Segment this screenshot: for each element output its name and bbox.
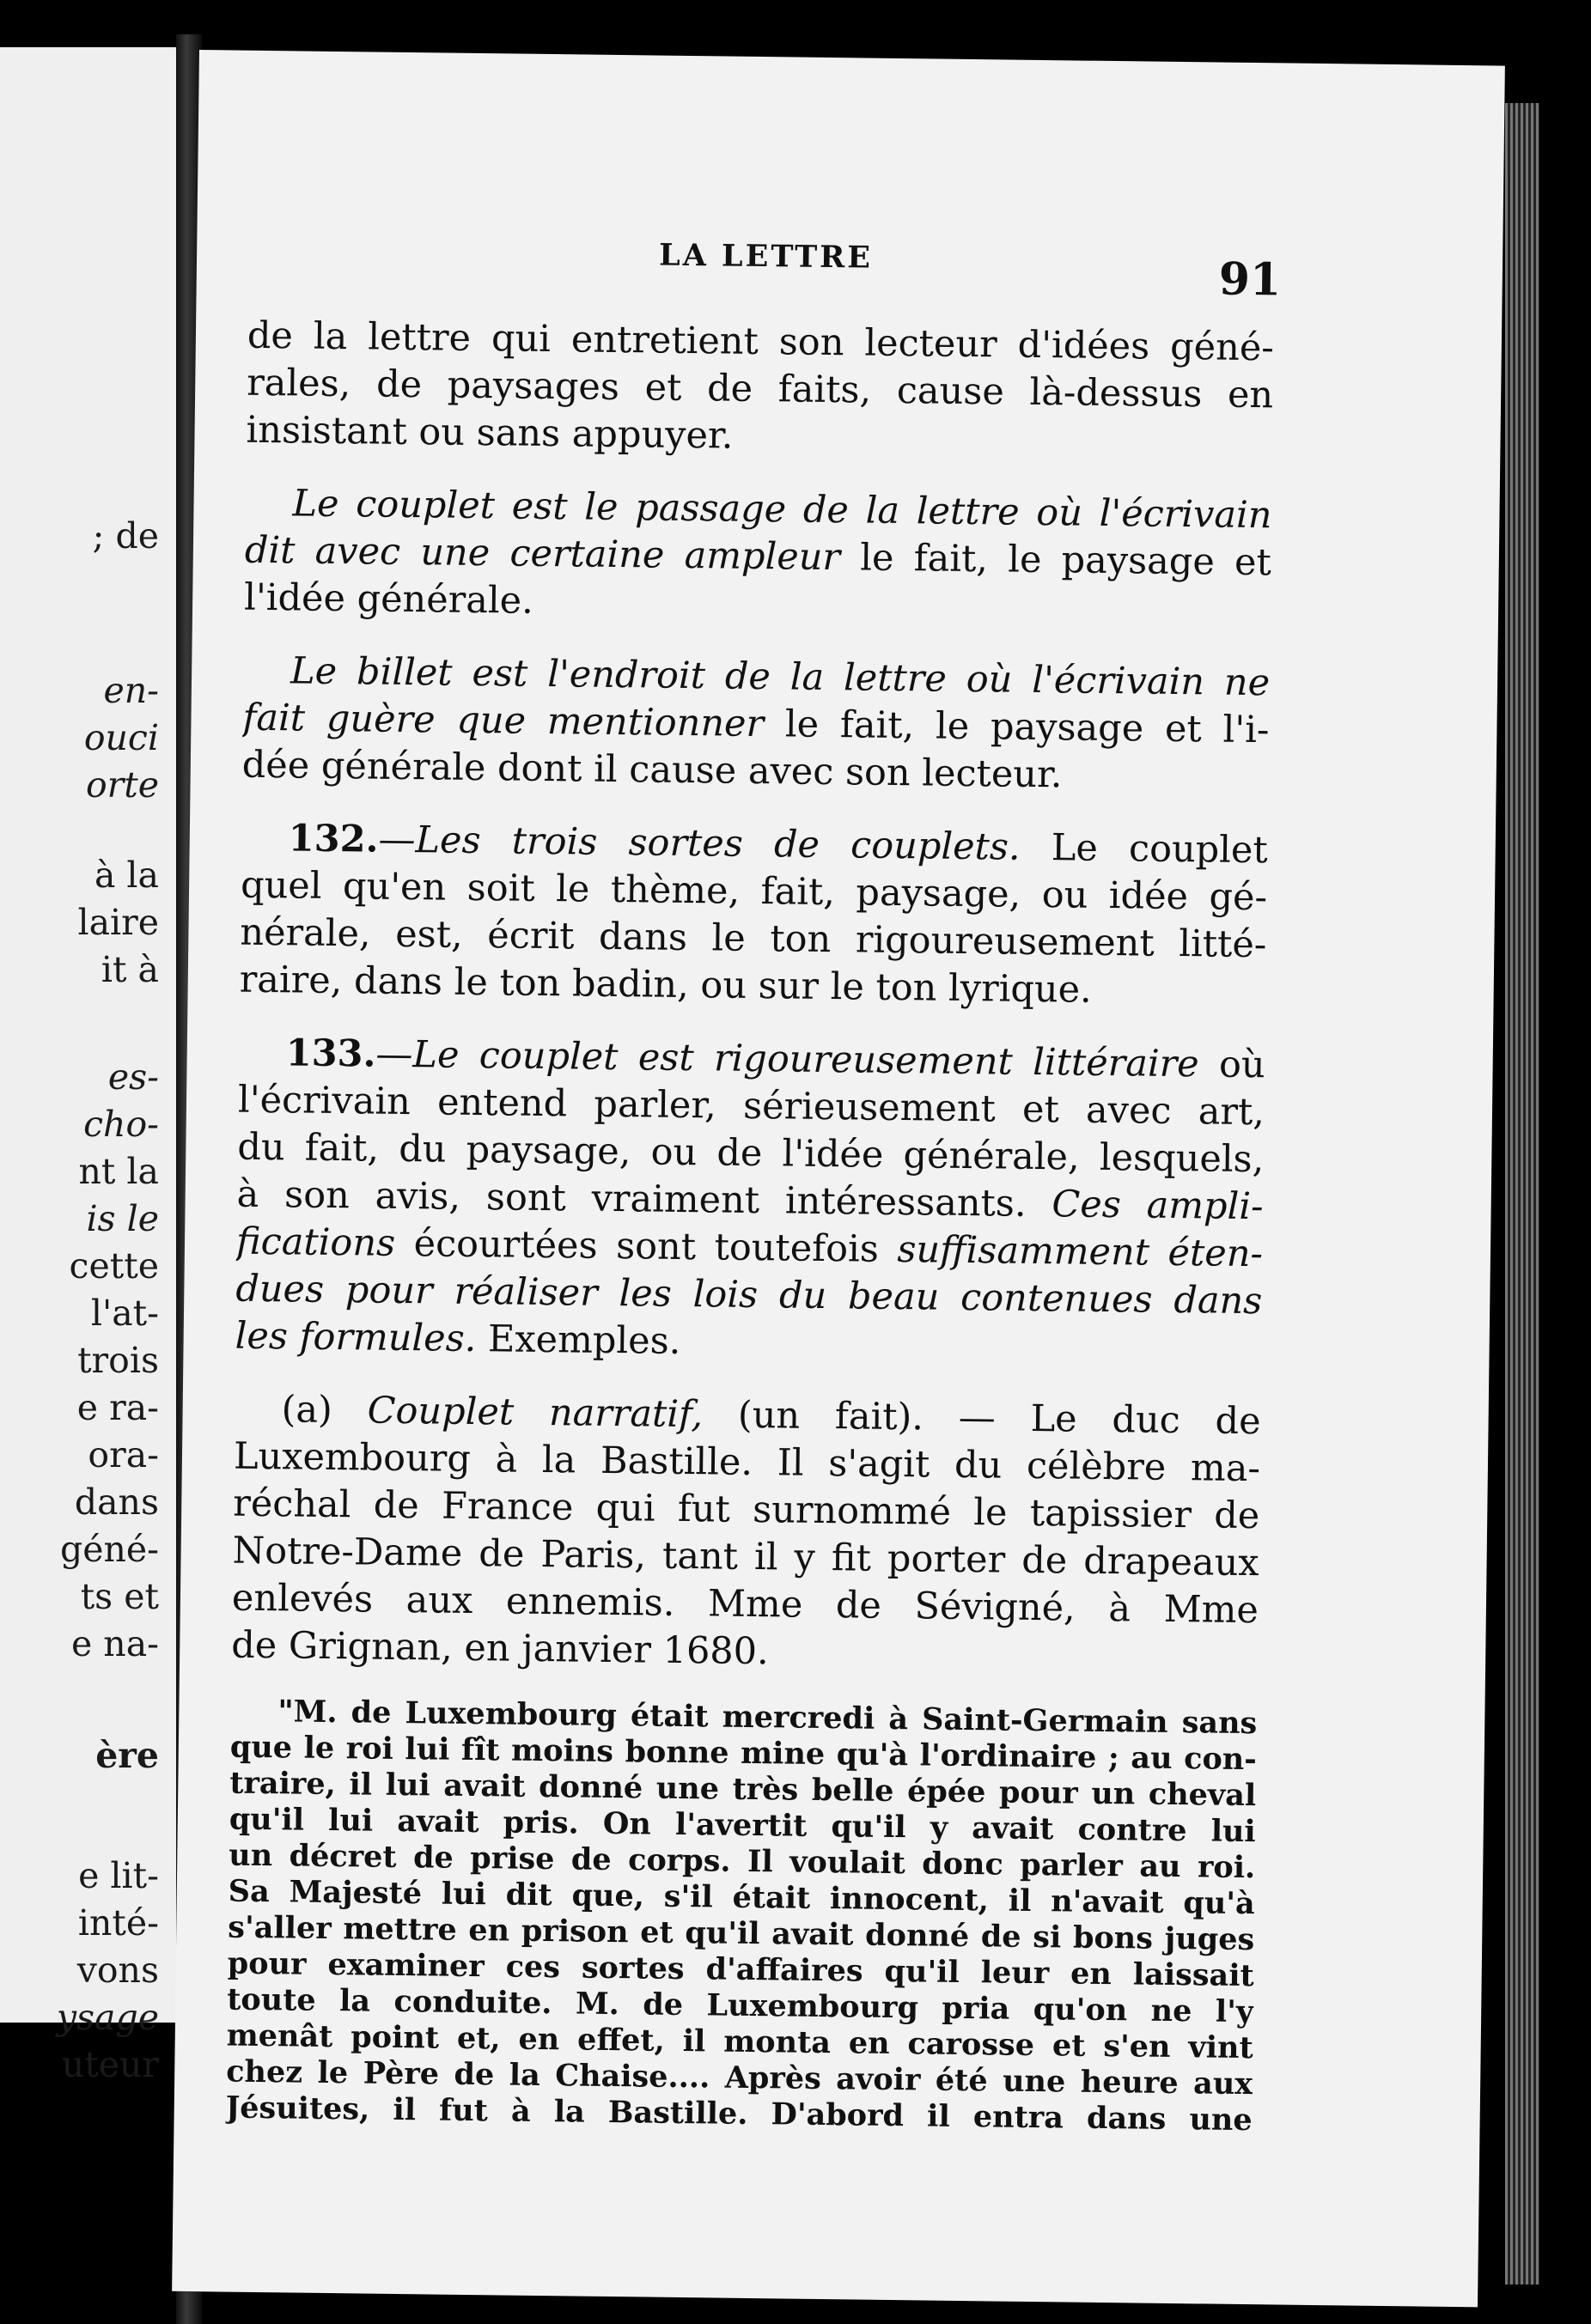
text-line: Le billet est l'endroit de la lettre où l'écrivain ne [290, 649, 1271, 705]
left-fragment: e na- [71, 1623, 159, 1664]
italic-span: —Le couplet est rigoureusement littéraire [375, 1032, 1199, 1086]
text-line: nérale, est, écrit dans le ton rigoureusement litté- [240, 910, 1267, 967]
italic-span: dit avec une certaine ampleur [244, 528, 841, 580]
left-fragment: trois [77, 1340, 159, 1381]
left-facing-page [0, 47, 176, 2085]
text-line: de la lettre qui entretient son lecteur d'idées géné- [247, 313, 1275, 370]
quote-line: qu'il lui avait pris. On l'avertit qu'il y avait contre lui [229, 1801, 1256, 1850]
left-fragment: is le [86, 1198, 159, 1239]
italic-span: Couplet narratif, [367, 1389, 704, 1437]
text-line: l'écrivain entend parler, sérieusement et avec art, [237, 1078, 1265, 1135]
roman-span: à son avis, sont vraiment intéressants. [236, 1172, 1052, 1226]
italic-span: fait guère que mentionner [242, 696, 765, 746]
left-fragment: en- [103, 670, 159, 711]
text-line: dues pour réaliser les lois du beau contenues dans [235, 1267, 1263, 1323]
page-number: 91 [1218, 252, 1282, 307]
left-fragment: e lit- [78, 1855, 159, 1896]
text-line: rales, de paysages et de faits, cause là-dessus en [246, 361, 1274, 417]
left-fragment: cho- [83, 1104, 159, 1145]
quote-line: Sa Majesté lui dit que, s'il était innocent, il n'avait qu'à [228, 1873, 1255, 1922]
quote-line: s'aller mettre en prison et qu'il avait donné de si bons juges [228, 1909, 1255, 1958]
left-fragment: géné- [59, 1529, 159, 1570]
page-edges [1505, 103, 1539, 2284]
text-line: dée générale dont il cause avec son lecteur. [241, 743, 1063, 797]
left-fragment: ; de [92, 515, 159, 557]
text-line: quel qu'en soit le thème, fait, paysage, ou idée gé- [240, 863, 1268, 920]
italic-span: Ces ampli- [1052, 1183, 1264, 1229]
roman-span: (un fait). — Le duc de [702, 1393, 1261, 1444]
quote-line: toute la conduite. M. de Luxembourg pria qu'on ne l'y [227, 1981, 1254, 2030]
text-line: Luxembourg à la Bastille. Il s'agit du célèbre ma- [233, 1434, 1261, 1491]
left-fragment: e ra- [76, 1387, 159, 1428]
running-head: LA LETTRE [658, 237, 874, 276]
text-line: de Grignan, en janvier 1680. [231, 1623, 770, 1674]
left-fragment: laire [77, 902, 159, 943]
text-line: du fait, du paysage, ou de l'idée générale, lesquels, [237, 1125, 1265, 1182]
quote-line: chez le Père de la Chaise.... Après avoir été une heure aux [225, 2053, 1253, 2102]
quote-line: Jésuites, il fut à la Bastille. D'abord il entra dans une [225, 2090, 1253, 2138]
left-fragment: l'at- [90, 1293, 159, 1334]
text-line: raire, dans le ton badin, ou sur le ton lyrique. [239, 958, 1093, 1012]
quote-line: menât point et, en effet, il monta en carosse et s'en vint [226, 2017, 1253, 2066]
left-fragment: cette [69, 1245, 159, 1287]
left-fragment: vons [76, 1950, 159, 1991]
italic-span: fications [235, 1220, 396, 1265]
left-fragment: ère [95, 1735, 159, 1776]
quote-line: "M. de Luxembourg était mercredi à Saint-Germain sans [277, 1694, 1258, 1742]
left-fragment: ts et [80, 1576, 159, 1617]
section-title: —Les trois sortes de couplets. [378, 818, 1021, 869]
book-page [172, 50, 1505, 2307]
left-fragment: ysage [56, 1997, 159, 2038]
left-fragment: es- [107, 1056, 159, 1098]
roman-span: (a) [281, 1388, 368, 1433]
section-number: 132. [288, 817, 379, 861]
roman-span: Exemples. [476, 1317, 681, 1363]
roman-span: écourtées sont toutefois [394, 1221, 898, 1272]
roman-span: Le couplet [1020, 825, 1269, 873]
text-line: Notre-Dame de Paris, tant il y fit porter de drapeaux [232, 1529, 1259, 1585]
quote-line: traire, il lui avait donné une très belle épée pour un cheval [229, 1765, 1257, 1814]
roman-span: le fait, le paysage et [839, 536, 1272, 585]
left-fragment: à la [94, 855, 159, 896]
left-fragment: nt la [78, 1151, 159, 1192]
text-line: réchal de France qui fut surnommé le tapissier de [233, 1481, 1260, 1538]
body-text [225, 313, 1274, 2138]
quote-line: un décret de prise de corps. Il voulait donc parler au roi. [229, 1837, 1256, 1886]
left-fragment: uteur [61, 2044, 159, 2085]
left-fragment: ora- [88, 1434, 159, 1475]
left-fragment: orte [85, 764, 159, 806]
left-fragment: dans [74, 1481, 159, 1523]
left-fragment: it à [101, 949, 159, 990]
text-line: l'idée générale. [243, 575, 534, 623]
section-number: 133. [285, 1031, 376, 1076]
quotation-block [225, 1694, 1257, 2139]
text-line: Le couplet est le passage de la lettre où l'écrivain [292, 482, 1272, 538]
left-fragment: inté- [77, 1902, 159, 1944]
text-line: insistant ou sans appuyer. [246, 408, 734, 458]
roman-span: le fait, le paysage et l'i- [763, 703, 1270, 752]
italic-span: les formules. [235, 1314, 477, 1361]
text-line: enlevés aux ennemis. Mme de Sévigné, à Mme [231, 1576, 1259, 1633]
roman-span: où [1198, 1043, 1265, 1087]
quote-line: que le roi lui fît moins bonne mine qu'à l'ordinaire ; au con- [229, 1729, 1258, 1778]
left-fragment: ouci [83, 717, 159, 758]
quote-line: pour examiner ces sortes d'affaires qu'il leur en laissait [227, 1945, 1254, 1994]
italic-span: suffisamment éten- [897, 1228, 1264, 1276]
